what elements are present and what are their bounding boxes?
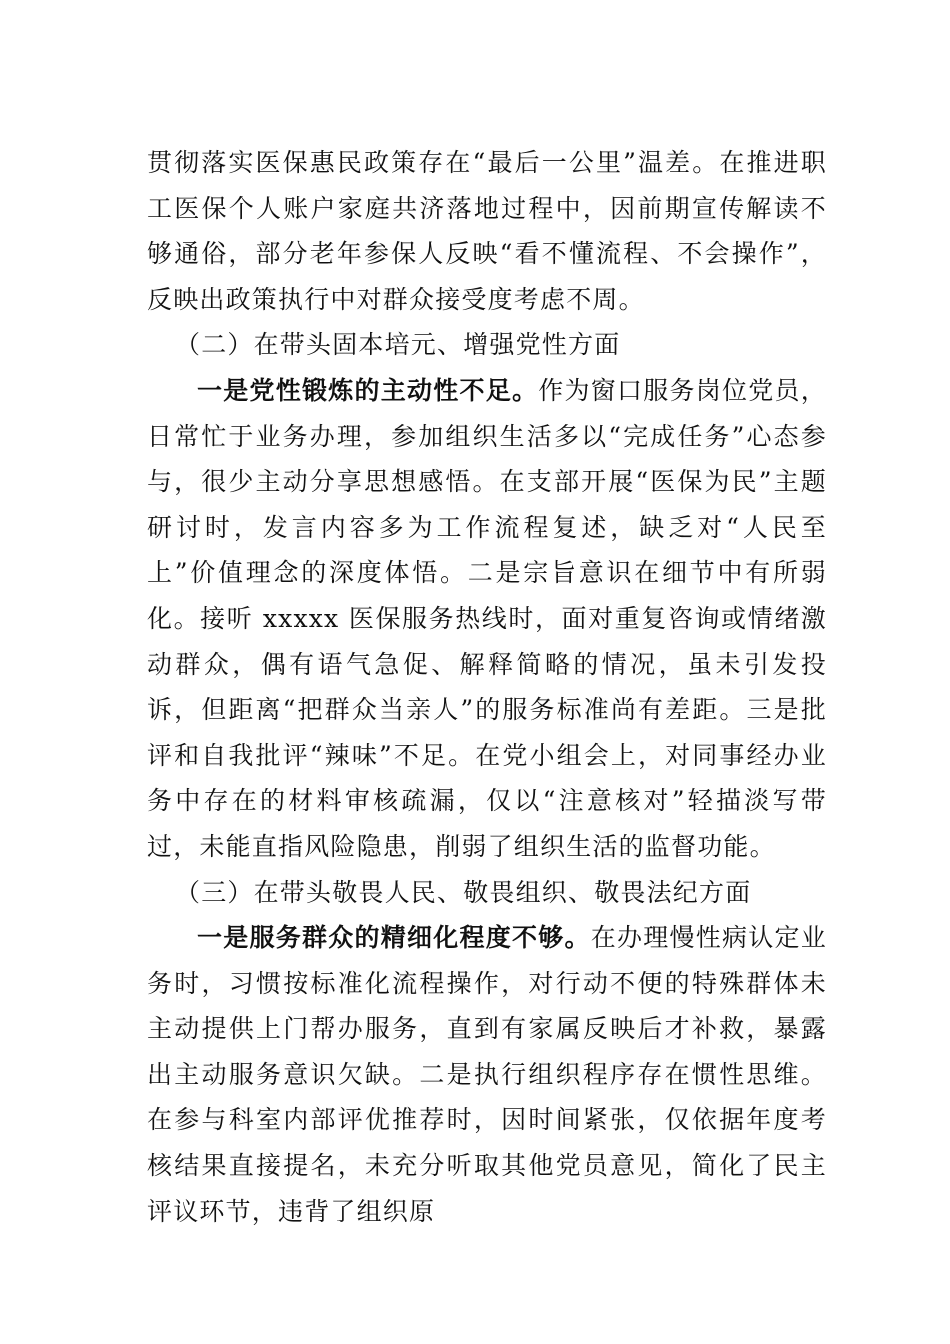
section-heading-2: （二）在带头固本培元、增强党性方面	[175, 330, 621, 360]
section-2-lead: 一是党性锻炼的主动性不足。	[197, 375, 539, 405]
section-2-paragraph	[147, 368, 827, 870]
section-heading-3: （三）在带头敬畏人民、敬畏组织、敬畏法纪方面	[175, 877, 752, 907]
section-2-body: 作为窗口服务岗位党员，日常忙于业务办理，参加组织生活多以“完成任务”心态参与，很少主动分享思想感悟。在支部开展“医保为民”主题研讨时，发言内容多为工作流程复述，缺乏对“人民至上”价值理念的深度体悟。二是宗旨意识在细节中有所弱化。接听 xxxxx 医保服务热线时，面对重复咨询或情绪激动群众，偶有语气急促、解释简略的情况，虽未引发投诉，但距离“把群众当亲人”的服务标准尚有差距。三是批评和自我批评“辣味”不足。在党小组会上，对同事经办业务中存在的材料审核疏漏，仅以“注意核对”轻描淡写带过，未能直指风险隐患，削弱了组织生活的监督功能。	[147, 375, 827, 861]
paragraph-continuation: 贯彻落实医保惠民政策存在“最后一公里”温差。在推进职工医保个人账户家庭共济落地过程中，因前期宣传解读不够通俗，部分老年参保人反映“看不懂流程、不会操作”，反映出政策执行中对群众接受度考虑不周。	[147, 148, 827, 314]
section-3-lead: 一是服务群众的精细化程度不够。	[197, 923, 591, 953]
section-3-body: 在办理慢性病认定业务时，习惯按标准化流程操作，对行动不便的特殊群体未主动提供上门帮办服务，直到有家属反映后才补救，暴露出主动服务意识欠缺。二是执行组织程序存在惯性思维。在参与科室内部评优推荐时，因时间紧张，仅依据年度考核结果直接提名，未充分听取其他党员意见，简化了民主评议环节，违背了组织原	[147, 923, 827, 1226]
section-3-paragraph	[147, 915, 827, 1234]
document-body	[147, 140, 827, 1234]
